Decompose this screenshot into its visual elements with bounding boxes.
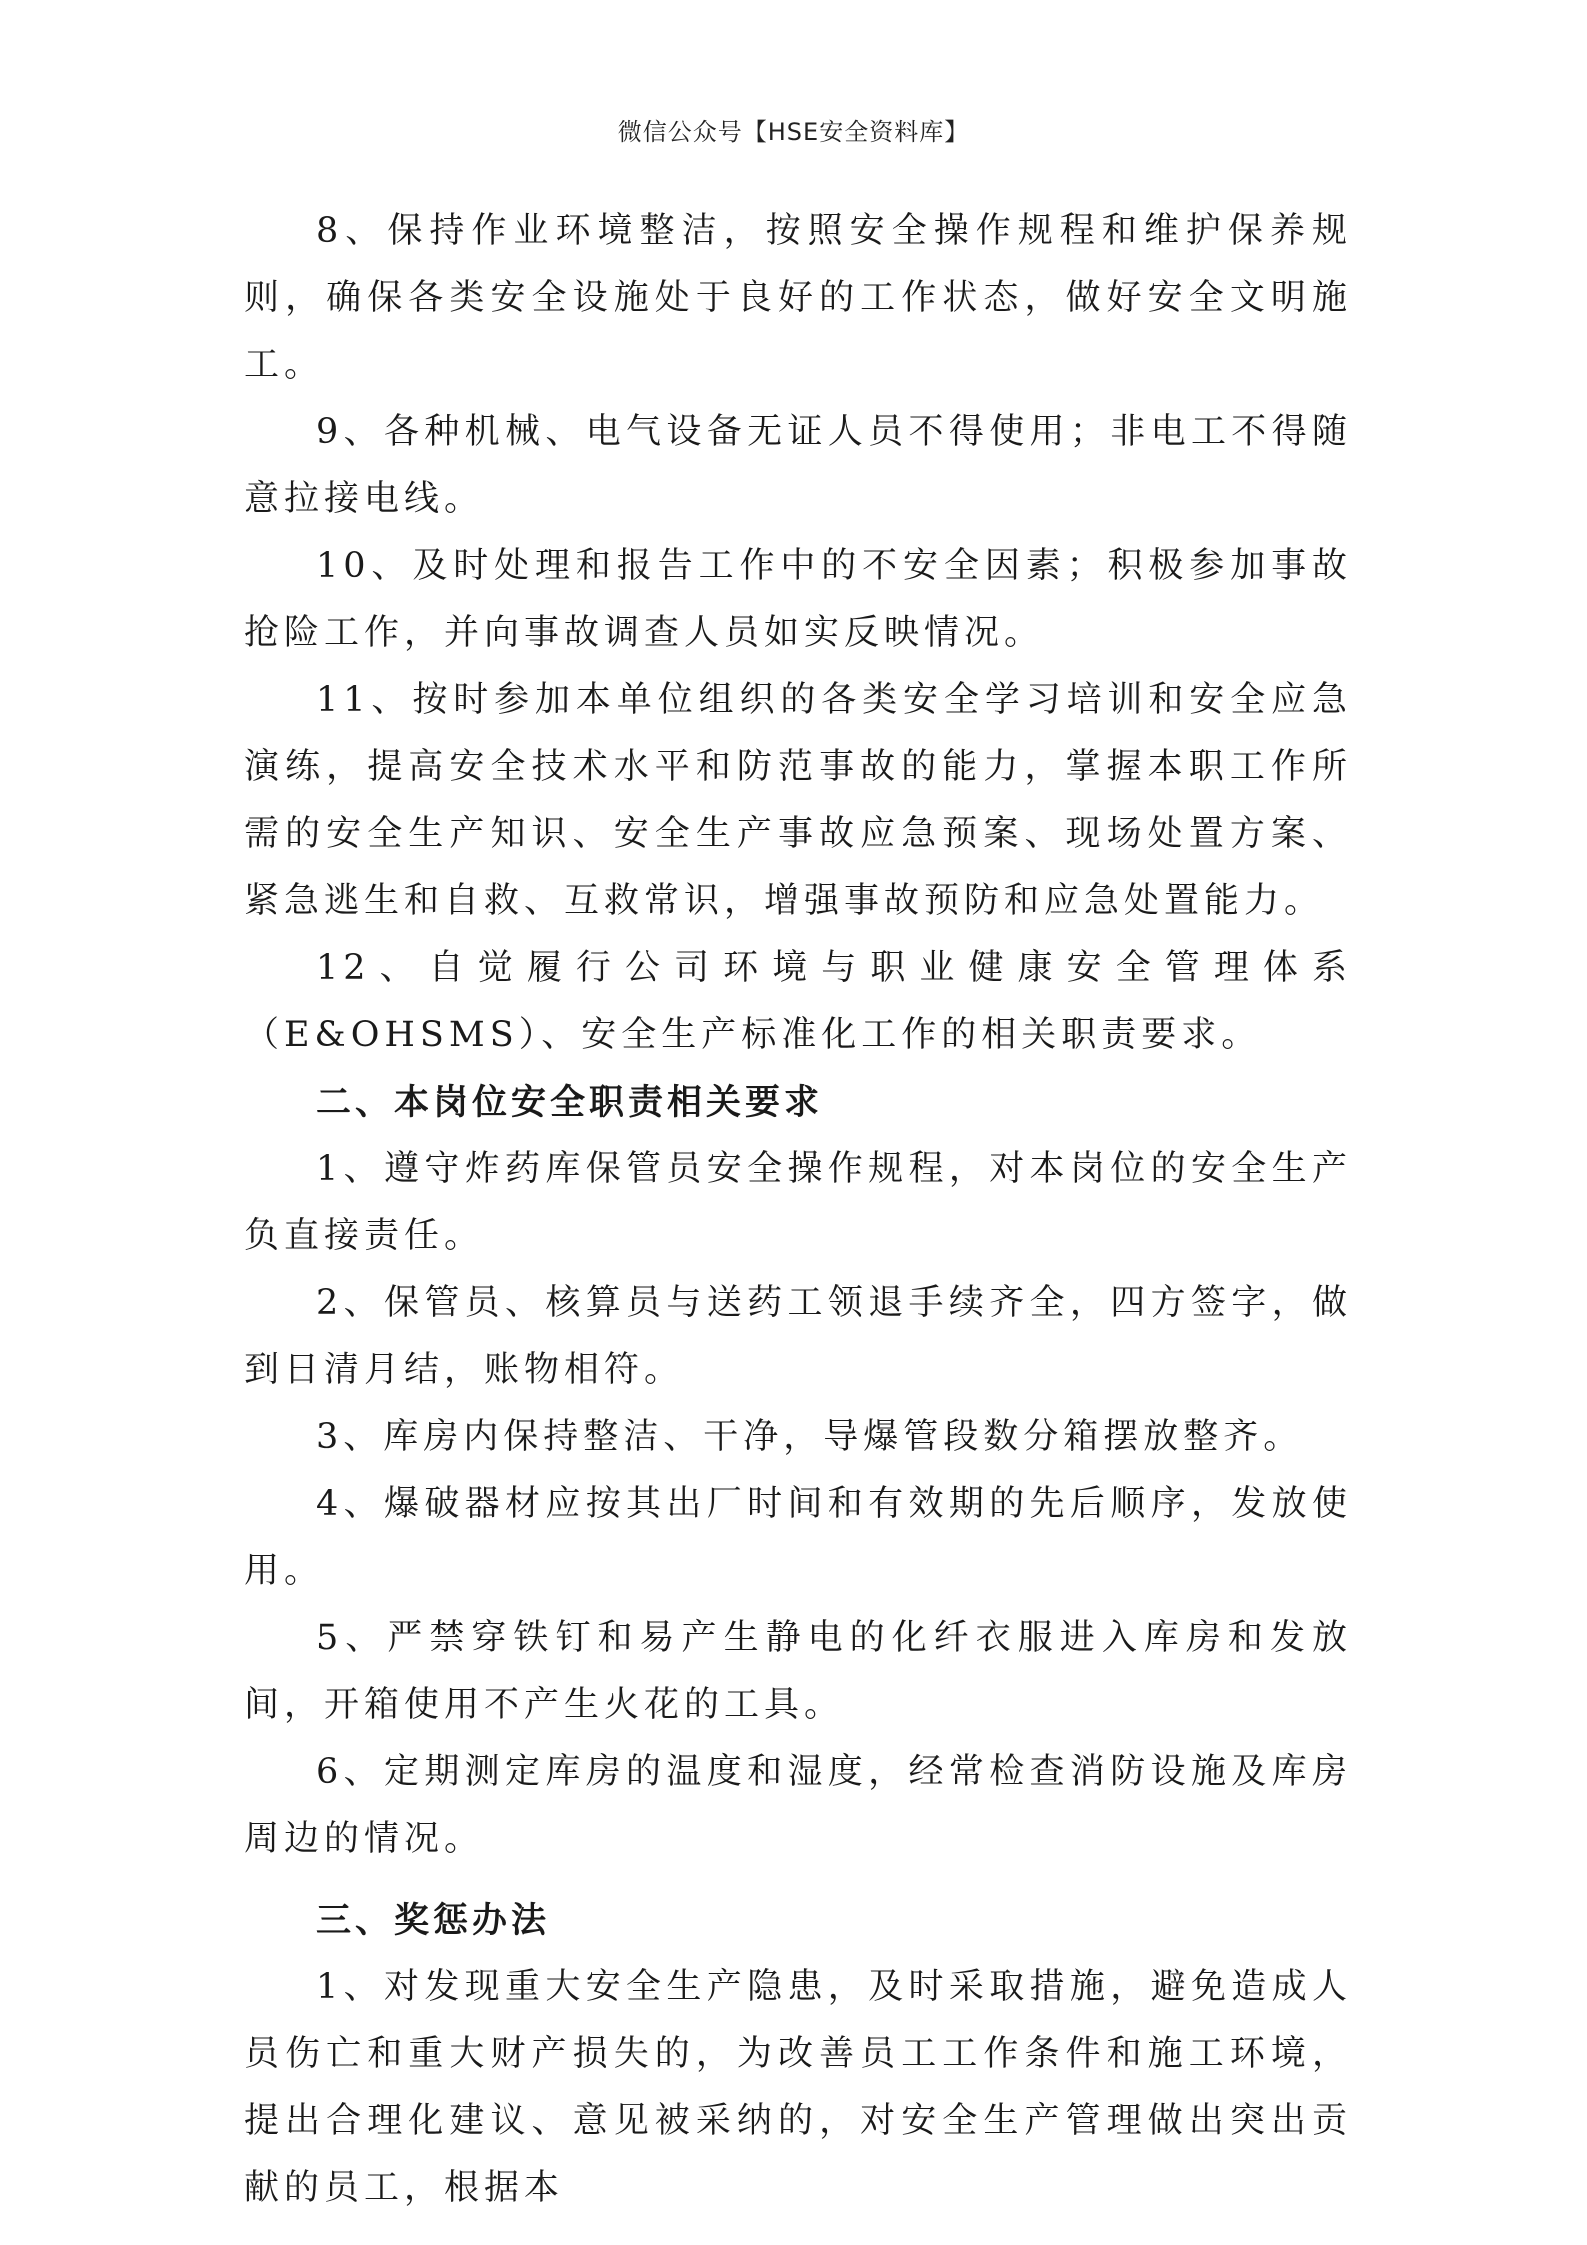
section-heading-3: 三、奖惩办法 (316, 1900, 551, 1941)
paragraph-item-12: 12、自觉履行公司环境与职业健康安全管理体系（E&OHSMS）、安全生产标准化工作的相关职责要求。 (244, 948, 1352, 1055)
paragraph-duty-6: 6、定期测定库房的温度和湿度，经常检查消防设施及库房周边的情况。 (244, 1752, 1352, 1859)
paragraph-duty-1: 1、遵守炸药库保管员安全操作规程，对本岗位的安全生产负直接责任。 (244, 1149, 1352, 1256)
paragraph-duty-5: 5、严禁穿铁钉和易产生静电的化纤衣服进入库房和发放间，开箱使用不产生火花的工具。 (244, 1618, 1352, 1725)
section-heading-2: 二、本岗位安全职责相关要求 (316, 1082, 824, 1123)
page-header: 微信公众号【HSE安全资料库】 (617, 118, 970, 146)
paragraph-item-8: 8、保持作业环境整洁，按照安全操作规程和维护保养规则，确保各类安全设施处于良好的工作状态，做好安全文明施工。 (244, 211, 1352, 385)
paragraph-reward-1: 1、对发现重大安全生产隐患，及时采取措施，避免造成人员伤亡和重大财产损失的，为改善员工工作条件和施工环境，提出合理化建议、意见被采纳的，对安全生产管理做出突出贡献的员工，根据本 (244, 1967, 1352, 2208)
paragraph-item-9: 9、各种机械、电气设备无证人员不得使用；非电工不得随意拉接电线。 (244, 412, 1352, 519)
paragraph-item-11: 11、按时参加本单位组织的各类安全学习培训和安全应急演练，提高安全技术水平和防范事故的能力，掌握本职工作所需的安全生产知识、安全生产事故应急预案、现场处置方案、紧急逃生和自救、互救常识，增强事故预防和应急处置能力。 (244, 680, 1352, 921)
paragraph-item-10: 10、及时处理和报告工作中的不安全因素；积极参加事故抢险工作，并向事故调查人员如实反映情况。 (244, 546, 1352, 653)
paragraph-duty-3: 3、库房内保持整洁、干净，导爆管段数分箱摆放整齐。 (316, 1417, 1304, 1457)
document-body (244, 198, 1352, 2222)
paragraph-duty-4: 4、爆破器材应按其出厂时间和有效期的先后顺序，发放使用。 (244, 1484, 1352, 1591)
paragraph-duty-2: 2、保管员、核算员与送药工领退手续齐全，四方签字，做到日清月结，账物相符。 (244, 1283, 1352, 1390)
